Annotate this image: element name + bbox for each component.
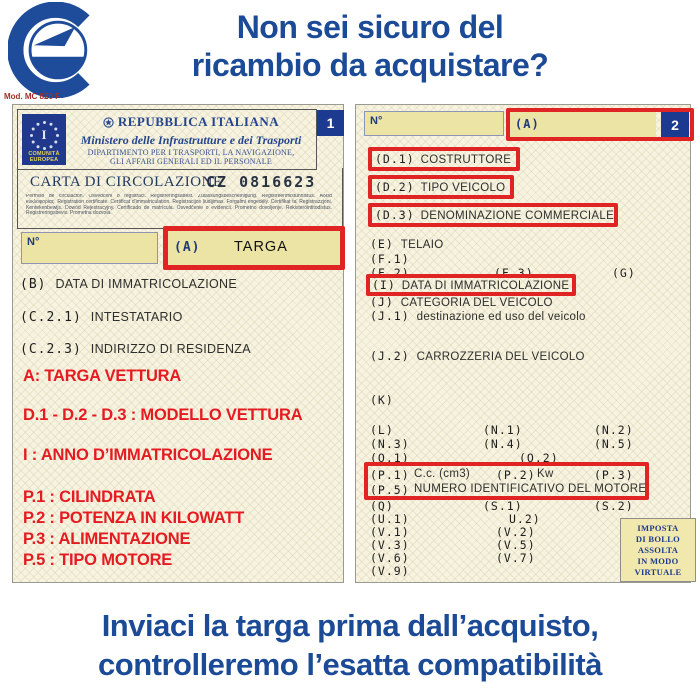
- annotation-tipo-motore: P.5 : TIPO MOTORE: [23, 551, 173, 569]
- annotation-alimentazione: P.3 : ALIMENTAZIONE: [23, 530, 191, 548]
- a-field: [510, 112, 656, 137]
- field-s2: (S.2): [594, 499, 634, 513]
- ministry-header: [70, 114, 312, 166]
- form-model-label: Mod. MC 820 F: [4, 92, 61, 101]
- field-o1: (O.1): [370, 451, 410, 465]
- field-p5-label: NUMERO IDENTIFICATIVO DEL MOTORE: [414, 483, 647, 495]
- footer-line2: controlleremo l’esatta compatibilità: [98, 647, 602, 682]
- highlight-box-i: (I) DATA DI IMMATRICOLAZIONE: [366, 274, 576, 296]
- field-n5: (N.5): [594, 437, 634, 451]
- annotation-potenza: P.2 : POTENZA IN KILOWATT: [23, 509, 245, 527]
- highlight-box-a: [506, 108, 694, 141]
- targa-code: (A): [174, 240, 201, 255]
- highlight-box-d2: (D.2) TIPO VEICOLO: [368, 175, 514, 199]
- field-n3: (N.3): [370, 437, 410, 451]
- field-f2: (F.2): [370, 266, 410, 280]
- field-n2: (N.2): [594, 423, 634, 437]
- annotation-modello: D.1 - D.2 - D.3 : MODELLO VETTURA: [23, 406, 303, 424]
- field-v5: (V.5): [496, 538, 536, 552]
- field-row-j: (J) CATEGORIA DEL VEICOLO: [370, 295, 553, 309]
- page-title-line1: Non sei sicuro del: [236, 9, 504, 45]
- field-v3: (V.3): [370, 538, 410, 552]
- field-row-e: (E) TELAIO: [370, 237, 444, 251]
- registration-card-page1: [12, 104, 344, 583]
- highlight-box-d1: (D.1) COSTRUTTORE: [368, 147, 520, 171]
- plate-number-field: [21, 232, 158, 264]
- field-u2: U.2): [509, 512, 541, 526]
- field-k: (K): [370, 393, 394, 407]
- field-p5: (P.5): [370, 483, 410, 497]
- multilingual-fine-print: Permiso de circulación. Osvědčení o registraci. Registreringsattest. Zulassungsbescheinigung. Registreerimistunnistus. Άδεια κυκλοφορίας. Registration certificate. Certificat d'immatriculation. Registracijos liudijimas. Forgalmi engedély. Ċertifikat ta' Reġistrazzjoni. Kentekenbewijs. Dowód Rejestracyjny. Certificado de matrícula. Osvedčenie o evidencii. Prometno dovoljenje. Rekisteröintitodistus. Registreringsbevis. Prometna dozvola.: [26, 194, 332, 217]
- field-p1: (P.1): [370, 468, 410, 482]
- field-p1-label: C.c. (cm3): [414, 468, 471, 480]
- field-p3: (P.3): [594, 468, 634, 482]
- ministry-title: Ministero delle Infrastrutture e dei Trasporti: [80, 133, 302, 147]
- plate-number-field-2: [364, 111, 504, 136]
- field-row-j2: (J.2) CARROZZERIA DEL VEICOLO: [370, 349, 585, 363]
- field-row-c21: (C.2.1) INTESTATARIO: [20, 310, 183, 325]
- field-v7: (V.7): [496, 551, 536, 565]
- field-p2: (P.2): [496, 468, 536, 482]
- footer-title: [0, 606, 700, 684]
- field-g: (G): [612, 266, 636, 280]
- field-s1: (S.1): [483, 499, 523, 513]
- field-n1: (N.1): [483, 423, 523, 437]
- field-v9: (V.9): [370, 564, 410, 578]
- field-o2: (O.2): [519, 451, 559, 465]
- footer-line1: Inviaci la targa prima dall’acquisto,: [101, 608, 599, 643]
- targa-label: TARGA: [234, 239, 288, 255]
- targa-field: [168, 231, 340, 265]
- republic-title: REPUBBLICA ITALIANA: [70, 114, 312, 132]
- registration-card-page2: [355, 104, 691, 583]
- page2-badge: 2: [661, 112, 689, 137]
- italy-emblem-icon: [103, 116, 114, 132]
- field-row-b: (B) DATA DI IMMATRICOLAZIONE: [20, 277, 238, 292]
- page-title: [60, 8, 680, 84]
- highlight-box-targa: [163, 226, 345, 270]
- doc-header-box: [17, 109, 317, 170]
- eu-caption: COMUNITÀ EUROPEA: [28, 151, 60, 163]
- doc-title-box: [17, 168, 343, 229]
- field-l: (L): [370, 423, 394, 437]
- field-row-c23: (C.2.3) INDIRIZZO DI RESIDENZA: [20, 342, 251, 357]
- field-u1: (U.1): [370, 512, 410, 526]
- n-degree-label-2: N°: [370, 115, 383, 127]
- field-f3: (F.3): [494, 266, 534, 280]
- eu-country-letter: I: [41, 127, 47, 142]
- field-row-j1: (J.1) destinazione ed uso del veicolo: [370, 309, 586, 323]
- annotation-cilindrata: P.1 : CILINDRATA: [23, 488, 156, 506]
- a-code: (A): [515, 117, 540, 131]
- field-v1: (V.1): [370, 525, 410, 539]
- stamp-duty-box: IMPOSTA DI BOLLO ASSOLTA IN MODO VIRTUALE: [620, 518, 696, 582]
- dept-line2: GLI AFFARI GENERALI ED IL PERSONALE: [110, 157, 272, 166]
- annotation-anno: I : ANNO D’IMMATRICOLAZIONE: [23, 446, 273, 464]
- field-q: (Q): [370, 499, 394, 513]
- annotation-targa: A: TARGA VETTURA: [23, 367, 182, 385]
- doc-title: CARTA DI CIRCOLAZIONE: [30, 174, 223, 190]
- field-f1: (F.1): [370, 252, 410, 266]
- field-p2-label: Kw: [537, 468, 554, 480]
- field-n4: (N.4): [483, 437, 523, 451]
- page1-badge: 1: [317, 110, 344, 136]
- dept-line1: DIPARTIMENTO PER I TRASPORTI, LA NAVIGAZIONE,: [87, 148, 295, 157]
- eu-flag-emblem: [22, 114, 66, 165]
- highlight-box-d3: (D.3) DENOMINAZIONE COMMERCIALE: [368, 203, 618, 227]
- field-v2: (V.2): [496, 525, 536, 539]
- n-degree-label: N°: [27, 236, 40, 248]
- field-v6: (V.6): [370, 551, 410, 565]
- page-title-line2: ricambio da acquistare?: [191, 47, 549, 83]
- doc-serial-number: CZ 0816623: [206, 173, 317, 191]
